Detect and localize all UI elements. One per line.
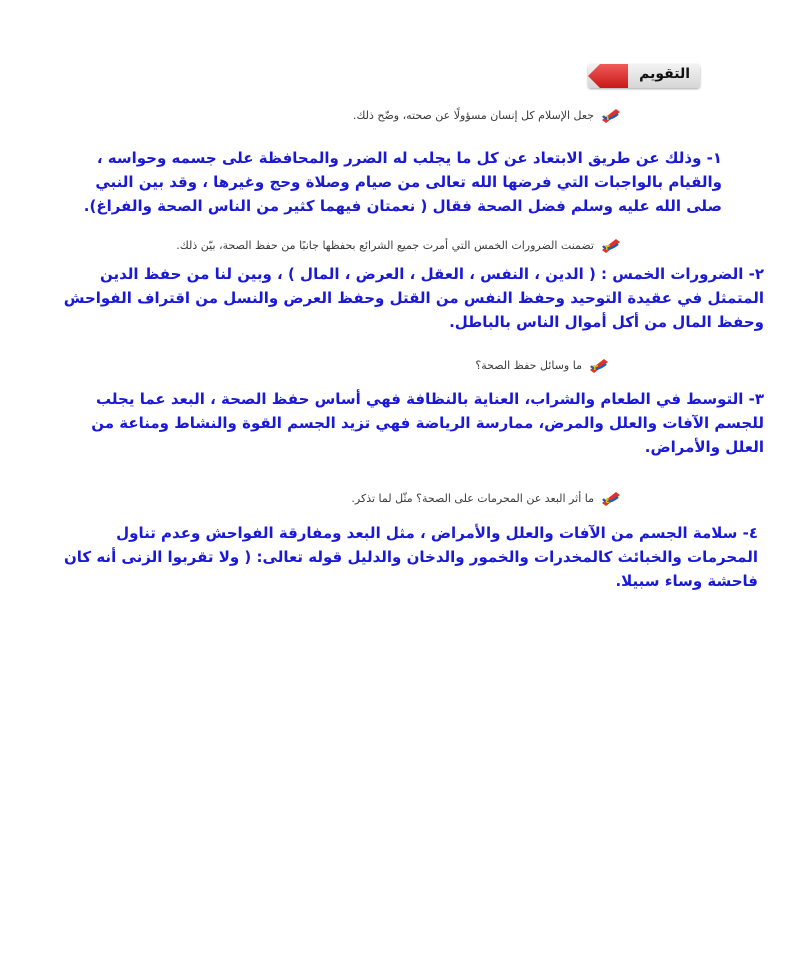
svg-text:٣: ٣ <box>593 363 598 372</box>
pencil-number-1-icon <box>600 106 622 124</box>
answer-3: ٣- التوسط في الطعام والشراب، العناية بالنظافة فهي أساس حفظ الصحة ، البعد عما يجلب للجسم الآفات والعلل والمرض، ممارسة الرياضة فهي تزيد الجسم القوة والنشاط ومناعة من العلل والأمراض. <box>91 390 764 456</box>
answer-2: ٢- الضرورات الخمس : ( الدين ، النفس ، العقل ، العرض ، المال ) ، وبين لنا من حفظ الدين المتمثل في عقيدة التوحيد وحفظ النفس من القتل وحفظ العرض والنسل من اقتراف الفواحش وحفظ المال من أكل أموال الناس بالباطل. <box>63 265 764 331</box>
question-2 <box>176 236 622 254</box>
svg-text:١: ١ <box>605 113 610 122</box>
pencil-number-3-icon <box>588 356 610 374</box>
answer-4: ٤- سلامة الجسم من الآفات والعلل والأمراض ، مثل البعد ومفارقة الفواحش وعدم تناول المحرمات والخبائث كالمخدرات والخمور والدخان والدليل قوله تعالى: ( ولا تقربوا الزنى أنه كان فاحشة وساء سبيلا. <box>63 524 758 590</box>
section-header-tab <box>588 64 700 88</box>
svg-text:٢: ٢ <box>605 243 610 252</box>
question-3-text: ما وسائل حفظ الصحة؟ <box>475 358 582 372</box>
question-2-text: تضمنت الضرورات الخمس التي أمرت جميع الشرائع بحفظها جانبًا من حفظ الصحة، بيّن ذلك. <box>176 238 594 252</box>
svg-text:٤: ٤ <box>605 496 610 505</box>
question-1 <box>353 106 622 124</box>
question-4-text: ما أثر البعد عن المحرمات على الصحة؟ مثّل لما تذكر. <box>351 491 594 505</box>
red-arrow-icon <box>588 64 628 88</box>
question-1-text: جعل الإسلام كل إنسان مسؤولًا عن صحته، وضّح ذلك. <box>352 108 594 122</box>
pencil-number-4-icon <box>600 489 622 507</box>
question-3 <box>475 356 610 374</box>
answer-1: ١- وذلك عن طريق الابتعاد عن كل ما يجلب له الضرر والمحافظة على جسمه وحواسه ، والقيام بالواجبات التي فرضها الله تعالى من صيام وصلاة وحج وغيرها ، وقد بين النبي صلى الله عليه وسلم فضل الصحة فقال ( نعمتان فيهما كثير من الناس الصحة والفراغ). <box>83 149 722 215</box>
pencil-number-2-icon <box>600 236 622 254</box>
question-4 <box>351 489 622 507</box>
section-title: التقويم <box>639 66 690 82</box>
